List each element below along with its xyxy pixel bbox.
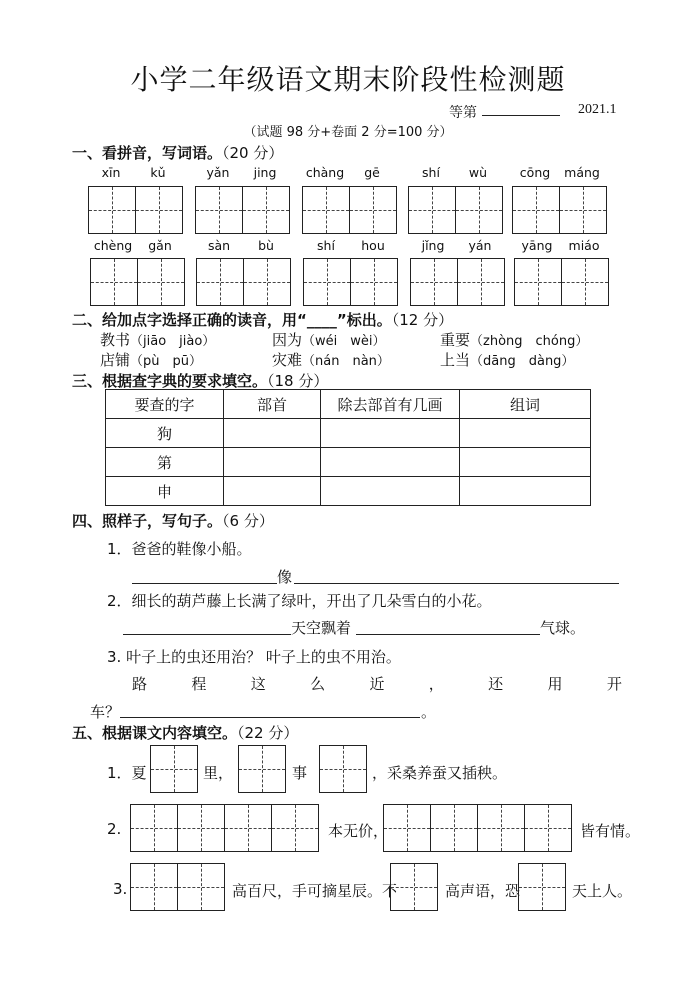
- sentence-end: 。: [421, 703, 437, 721]
- grade-label: 等第: [449, 106, 477, 121]
- score-note: （试题 98 分+卷面 2 分=100 分）: [243, 125, 453, 140]
- char: 用: [547, 675, 563, 693]
- pinyin: chàng: [305, 165, 345, 180]
- pinyin: yǎn: [206, 165, 230, 180]
- writing-grid-8[interactable]: [303, 258, 398, 306]
- column-header: 除去部首有几画: [321, 390, 460, 419]
- writing-grid[interactable]: [390, 863, 438, 911]
- pinyin: yāng: [521, 238, 553, 253]
- options[interactable]: （jiāo jiào）: [130, 334, 216, 349]
- char: 这: [250, 675, 266, 693]
- char: 还: [488, 675, 504, 693]
- writing-grid-4[interactable]: [408, 186, 503, 234]
- answer-cell[interactable]: [321, 419, 460, 448]
- answer-cell[interactable]: [321, 448, 460, 477]
- section-2-title: 二、给加点字选择正确的读音，用“____”标出。: [72, 311, 392, 329]
- char: 近: [369, 675, 385, 693]
- pinyin: yán: [468, 238, 492, 253]
- fill-text: 皆有情。: [580, 822, 641, 840]
- pinyin: wù: [468, 165, 488, 180]
- pinyin: xīn: [101, 165, 121, 180]
- column-header: 组词: [460, 390, 591, 419]
- writing-grid[interactable]: [518, 863, 566, 911]
- writing-grid[interactable]: [150, 745, 198, 793]
- answer-line[interactable]: [123, 616, 291, 635]
- pinyin: sàn: [207, 238, 231, 253]
- word: 重要: [440, 331, 471, 349]
- word: 店铺: [100, 351, 131, 369]
- pinyin: shí: [317, 238, 335, 253]
- pinyin: shí: [422, 165, 440, 180]
- dictionary-table: [105, 389, 591, 506]
- answer-cell[interactable]: [224, 419, 321, 448]
- lookup-char: 狗: [106, 419, 224, 448]
- writing-grid-6[interactable]: [90, 258, 185, 306]
- answer-cell[interactable]: [460, 477, 591, 506]
- answer-cell[interactable]: [460, 448, 591, 477]
- char: 么: [310, 675, 326, 693]
- fill-line-3-num: 3.: [113, 880, 128, 898]
- writing-grid[interactable]: [130, 804, 319, 852]
- fill-text: 事: [292, 764, 308, 782]
- options[interactable]: （nán nàn）: [302, 354, 390, 369]
- section-4-title: 四、照样子，写句子。: [72, 512, 223, 530]
- char: ，: [428, 675, 444, 693]
- fill-text: 天上人。: [572, 882, 633, 900]
- writing-grid-9[interactable]: [410, 258, 505, 306]
- writing-grid-1[interactable]: [88, 186, 183, 234]
- pronunciation-item: [440, 329, 588, 350]
- sentence-continuation: 车？: [90, 703, 121, 721]
- answer-line[interactable]: [132, 565, 277, 584]
- pinyin: miáo: [568, 238, 600, 253]
- pronunciation-item: [440, 349, 574, 370]
- char: 程: [191, 675, 207, 693]
- section-5-heading: [72, 722, 298, 743]
- sentence-example-1: 1．爸爸的鞋像小船。: [107, 540, 252, 558]
- char: 开: [606, 675, 622, 693]
- answer-cell[interactable]: [321, 477, 460, 506]
- section-3-points: （18 分）: [267, 372, 329, 390]
- fill-line-1-num: 1．夏: [107, 764, 147, 782]
- writing-grid-10[interactable]: [514, 258, 609, 306]
- char: 路: [132, 675, 148, 693]
- sentence-connector: 天空飘着: [291, 619, 352, 637]
- pinyin: kǔ: [150, 165, 166, 180]
- word: 上当: [440, 351, 471, 369]
- pinyin: cōng: [519, 165, 551, 180]
- grade-blank[interactable]: [482, 115, 560, 116]
- writing-grid[interactable]: [319, 745, 367, 793]
- section-1-points: （20 分）: [222, 144, 284, 162]
- writing-grid[interactable]: [130, 863, 225, 911]
- section-4-points: （6 分）: [222, 512, 274, 530]
- answer-cell[interactable]: [224, 448, 321, 477]
- pinyin: máng: [564, 165, 600, 180]
- options[interactable]: （dāng dàng）: [470, 354, 575, 369]
- column-header: 要查的字: [106, 390, 224, 419]
- fill-text: 里，: [203, 764, 234, 782]
- pronunciation-item: [272, 349, 390, 370]
- pinyin: hou: [361, 238, 385, 253]
- word: 教书: [100, 331, 131, 349]
- section-5-points: （22 分）: [237, 724, 299, 742]
- pinyin: gǎn: [148, 238, 172, 253]
- sentence-example-3: 3. 叶子上的虫还用治？ 叶子上的虫不用治。: [107, 648, 401, 666]
- answer-line[interactable]: [120, 699, 420, 718]
- section-2-points: （12 分）: [391, 311, 454, 329]
- answer-cell[interactable]: [460, 419, 591, 448]
- answer-line[interactable]: [356, 616, 540, 635]
- pinyin: jǐng: [421, 238, 445, 253]
- section-4-heading: [72, 510, 274, 531]
- section-5-title: 五、根据课文内容填空。: [72, 724, 238, 742]
- pinyin: chèng: [93, 238, 133, 253]
- options[interactable]: （wéi wèi）: [302, 334, 386, 349]
- table-row: [106, 477, 591, 506]
- spaced-sentence: [132, 673, 622, 694]
- options[interactable]: （zhòng chóng）: [470, 334, 589, 349]
- word: 因为: [272, 331, 303, 349]
- table-row: [106, 448, 591, 477]
- fill-line-2-num: 2.: [107, 820, 122, 838]
- word: 灾难: [272, 351, 303, 369]
- fill-text: 本无价，: [328, 822, 389, 840]
- lookup-char: 第: [106, 448, 224, 477]
- section-1-heading: [72, 142, 283, 163]
- section-1-title: 一、看拼音，写词语。: [72, 144, 223, 162]
- pinyin: bù: [258, 238, 274, 253]
- pronunciation-item: [100, 349, 202, 370]
- pinyin: jing: [253, 165, 277, 180]
- table-header-row: [106, 390, 591, 419]
- section-3-title: 三、根据查字典的要求填空。: [72, 372, 268, 390]
- answer-line[interactable]: [294, 565, 619, 584]
- answer-cell[interactable]: [224, 477, 321, 506]
- fill-text: ，采桑养蚕又插秧。: [372, 764, 508, 782]
- column-header: 部首: [224, 390, 321, 419]
- writing-grid-3[interactable]: [302, 186, 397, 234]
- date: 2021.1: [578, 102, 617, 117]
- sentence-connector: 像: [277, 568, 293, 586]
- writing-grid[interactable]: [238, 745, 286, 793]
- page-title: 小学二年级语文期末阶段性检测题: [130, 63, 566, 96]
- writing-grid-5[interactable]: [512, 186, 607, 234]
- pronunciation-item: [100, 329, 215, 350]
- fill-text: 高声语，恐: [445, 882, 521, 900]
- writing-grid-7[interactable]: [196, 258, 291, 306]
- pronunciation-item: [272, 329, 386, 350]
- section-3-heading: [72, 370, 328, 391]
- table-row: [106, 419, 591, 448]
- section-2-heading: [72, 309, 453, 330]
- pinyin: gē: [364, 165, 380, 180]
- sentence-end: 气球。: [540, 619, 586, 637]
- sentence-example-2: 2．细长的葫芦藤上长满了绿叶，开出了几朵雪白的小花。: [107, 592, 492, 610]
- writing-grid-2[interactable]: [195, 186, 290, 234]
- fill-text: 高百尺，手可摘星辰。不: [232, 882, 398, 900]
- options[interactable]: （pù pū）: [130, 354, 202, 369]
- lookup-char: 申: [106, 477, 224, 506]
- writing-grid[interactable]: [383, 804, 572, 852]
